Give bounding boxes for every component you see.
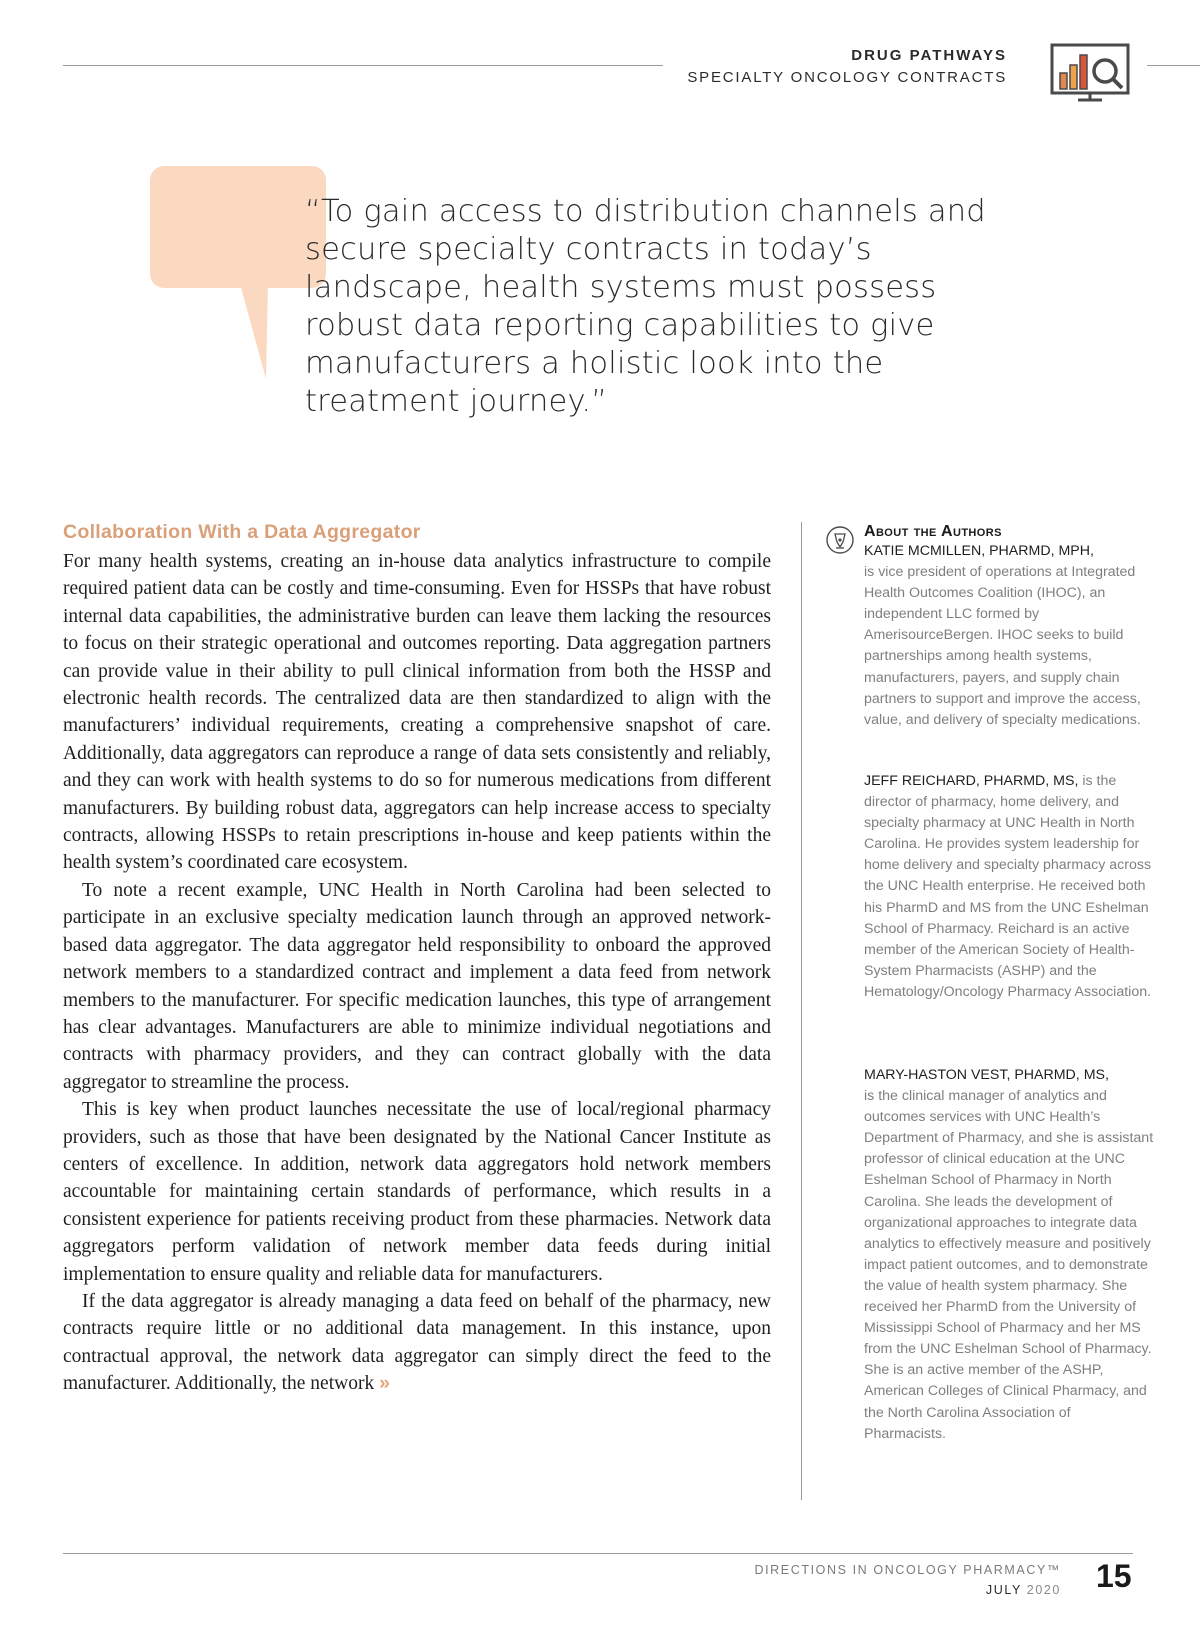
- column-divider: [801, 522, 802, 1500]
- article-paragraph: This is key when product launches necessitate the use of local/regional pharmacy providers, such as those that have been designated by the National Cancer Institute as centers of excellence. In addition, network data aggregators hold network members accountable for maintaining certain standards of performance, which results in a consistent experience for patients receiving product from these pharmacies. Network data aggregators perform validation of network member data feeds during initial implementation to ensure quality and reliable data for manufacturers.: [63, 1099, 771, 1285]
- section-heading: Collaboration With a Data Aggregator: [63, 521, 421, 543]
- header-rule-right: [1147, 65, 1200, 66]
- article-paragraph: To note a recent example, UNC Health in North Carolina had been selected to participate in an exclusive specialty medication launch through an approved network-based data aggregator. The data aggregator held responsibility to onboard the approved network members to a standardized contract and implement a data feed from network members to the manufacturer. For specific medication launches, this type of arrangement has clear advantages. Manufacturers are able to minimize individual negotiations and contracts with pharmacy providers, and they can contract globally with the data aggregator to streamline the process.: [63, 879, 771, 1093]
- article-paragraph-text: If the data aggregator is already managing a data feed on behalf of the pharmacy, new contracts require little or no additional data management. In this instance, upon contractual approval, the network data aggregator can simply direct the feed to the manufacturer. Additionally, the network: [63, 1290, 771, 1395]
- publication-name: DIRECTIONS IN ONCOLOGY PHARMACY™: [754, 1563, 1061, 1577]
- article-paragraph-last: [63, 1288, 771, 1398]
- continued-marker: »: [379, 1372, 390, 1395]
- author-description: is the clinical manager of analytics and outcomes services with UNC Health’s Department of Pharmacy, and she is assistant professor of clinical education at the UNC Eshelman School of Pharmacy in North Carolina. She leads the development of organizational approaches to integrate data analytics to effectively measure and positively impact patient outcomes, and to demonstrate the value of health system pharmacy. She received her PharmD from the University of Mississippi School of Pharmacy and her MS from the UNC Eshelman School of Pharmacy. She is an active member of the ASHP, American Colleges of Clinical Pharmacy, and the North Carolina Association of Pharmacists.: [864, 1088, 1154, 1442]
- issue-month: JULY: [985, 1583, 1022, 1597]
- footer-rule: [63, 1553, 1133, 1554]
- author-description: is vice president of operations at Integrated Health Outcomes Coalition (IHOC), an independent LLC formed by AmerisourceBergen. IHOC seeks to build partnerships among health systems, manufacturers, payers, and supply chain partners to support and improve the access, value, and delivery of specialty medications.: [864, 564, 1141, 728]
- authors-heading: [864, 523, 1002, 541]
- pen-nib-icon: [825, 525, 855, 555]
- section-subtitle: SPECIALTY ONCOLOGY CONTRACTS: [687, 69, 1007, 86]
- authors-heading-text: About the Authors: [864, 523, 1002, 540]
- author-name: JEFF REICHARD, PHARMD, MS,: [864, 773, 1079, 789]
- issue-date: [986, 1583, 1061, 1597]
- author-name: KATIE MCMILLEN, PHARMD, MPH,: [864, 543, 1094, 559]
- bar-chart-magnifier-icon: [1050, 43, 1130, 103]
- author-description: is the director of pharmacy, home delivery, and specialty pharmacy at UNC Health in North Carolina. He provides system leadership for home delivery and specialty pharmacy across the UNC Health enterprise. He received both his PharmD and MS from the UNC Eshelman School of Pharmacy. Reichard is an active member of the American Society of Health-System Pharmacists (ASHP) and the Hematology/Oncology Pharmacy Association.: [864, 773, 1152, 1000]
- author-bio: [864, 771, 1154, 1003]
- author-bio: [864, 1065, 1154, 1445]
- header-rule-left: [63, 65, 663, 66]
- article-body: [63, 548, 771, 1398]
- speech-bubble-icon: [148, 166, 328, 381]
- author-bio: [864, 541, 1154, 731]
- author-name: MARY-HASTON VEST, PHARMD, MS,: [864, 1067, 1109, 1083]
- article-paragraph: For many health systems, creating an in-house data analytics infrastructure to compile required patient data can be costly and time-consuming. Even for HSSPs that have robust internal data capabilities, the administrative burden can leave them lacking the resources to focus on their strategic operational and outcomes reporting. Data aggregation partners can provide value in their ability to pull clinical information from both the HSSP and electronic health records. The centralized data are then standardized to align with the manufacturers’ individual requirements, creating a comprehensive snapshot of care. Additionally, data aggregators can reproduce a range of data sets consistently and reliably, and they can work with health systems to do so for numerous medications from different manufacturers. By building robust data, aggregators can help increase access to specialty contracts, allowing HSSPs to retain prescriptions in-house and keep patients within the health system’s coordinated care ecosystem.: [63, 551, 771, 874]
- page-number: 15: [1096, 1558, 1132, 1594]
- issue-year: 2020: [1026, 1583, 1061, 1597]
- section-title: DRUG PATHWAYS: [851, 47, 1007, 64]
- pull-quote: “To gain access to distribution channels and secure specialty contracts in today’s landscape, health systems must possess robust data reporting capabilities to give manufacturers a holistic look into the treatment journey.”: [305, 194, 986, 419]
